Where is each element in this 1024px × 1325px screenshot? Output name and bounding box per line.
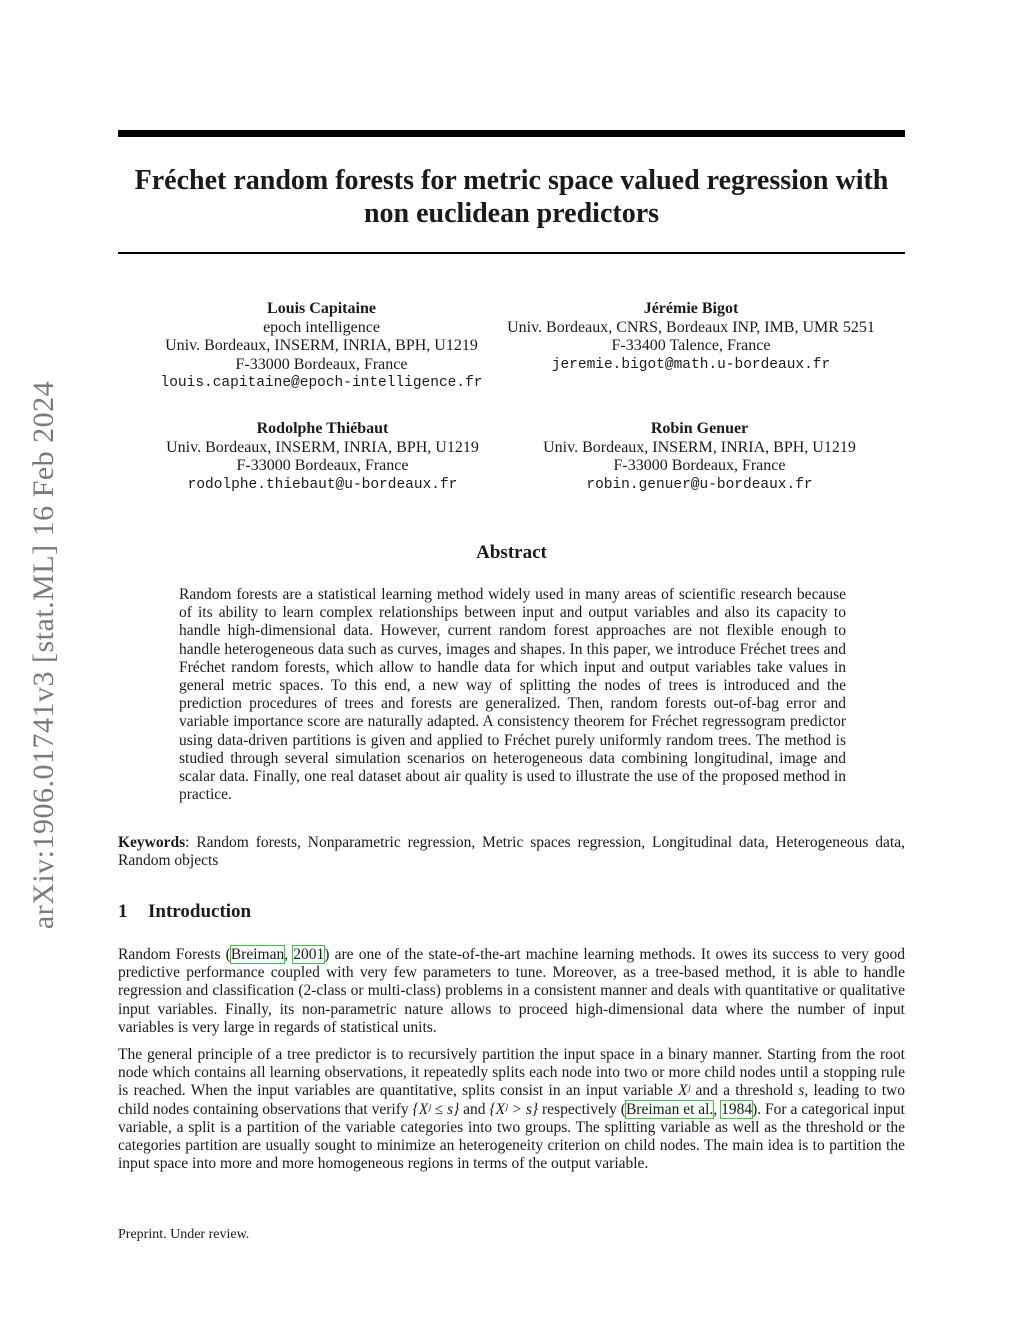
author-address: F-33400 Talence, France [611,337,771,354]
author-email[interactable]: jeremie.bigot@math.u-bordeaux.fr [551,356,831,373]
section-title: Introduction [148,901,252,922]
text-run: , [713,1100,722,1118]
author-affiliation: epoch intelligence [263,318,380,336]
author-block-1 [118,300,525,393]
author-affiliation: Univ. Bordeaux, INSERM, INRIA, BPH, U1219 [543,438,856,456]
math-variable: Xʲ [678,1082,691,1100]
math-variable: s [798,1082,805,1100]
citation-year-link[interactable]: 1984 [721,1100,753,1118]
text-run: ) are one of the state-of-the-art machine learning methods. It owes its success to very good predictive performance coupled with very few parameters to tune. Moreover, as a tree-based method, it is able to handle regression and classification (2-class or multi-class) problems in a consistent manner and deals with quantitative or qualitative input variables. Finally, its non-parametric nature allows to proceed high-dimensional data where the number of input variables is very large in regards of statistical units. [118,946,906,1036]
footer-note: Preprint. Under review. [118,1227,250,1242]
author-affiliation: Univ. Bordeaux, INSERM, INRIA, BPH, U1219 [165,337,478,354]
title-bottom-rule [118,252,905,254]
arxiv-stamp-text: arXiv:1906.01741v3 [stat.ML] 16 Feb 2024 [27,380,60,930]
title-top-rule [118,130,905,137]
author-name: Rodolphe Thiébaut [256,420,389,437]
abstract-text: Random forests are a statistical learning method widely used in many areas of scientific research because of its ability to learn complex relationships between input and output variables and also its capacity to handle high-dimensional data. However, current random forest approaches are not flexible enough to handle heterogeneous data such as curves, images and shapes. In this paper, we introduce Fréchet trees and Fréchet random forests, which allow to handle data for which input and output variables take values in general metric spaces. To this end, a new way of splitting the nodes of trees is introduced and the prediction procedures of trees and forests are generalized. Then, random forests out-of-bag error and variable importance score are naturally adapted. A consistency theorem for Fréchet regressogram predictor using data-driven partitions is given and applied to Fréchet purely uniformly random trees. The method is studied through several simulation scenarios on heterogeneous data combining longitudinal, image and scalar data. Finally, one real dataset about air quality is used to illustrate the use of the proposed method in practice. [179,586,846,804]
abstract-heading: Abstract [476,542,547,563]
citation-link[interactable]: Breiman et al. [625,1100,714,1118]
keywords-label: Keywords [118,834,186,851]
citation-link[interactable]: Breiman [230,946,285,963]
text-run: , [284,946,294,963]
text-run: Random Forests ( [118,946,231,963]
text-run: , leading to two child nodes containing observations that verify [118,1082,905,1118]
author-block-3 [145,420,500,494]
author-email[interactable]: robin.genuer@u-bordeaux.fr [586,476,813,493]
author-address: F-33000 Bordeaux, France [236,457,409,474]
author-address: F-33000 Bordeaux, France [235,355,408,373]
section-heading [118,901,251,923]
paper-title: Fréchet random forests for metric space valued regression with non euclidean predictors [134,165,889,229]
text-run: ). For a categorical input variable, a split is a partition of the variable categories into two groups. The splitting variable as well as the threshold or the categories partition are usually sought to minimize an heterogeneity criterion on child nodes. The main idea is to partition the input space into more and more homogeneous regions in terms of the output variable. [118,1100,905,1173]
text-run: and a threshold [690,1082,799,1100]
citation-year-link[interactable]: 2001 [293,946,325,963]
author-email[interactable]: rodolphe.thiebaut@u-bordeaux.fr [187,476,458,493]
author-affiliation: Univ. Bordeaux, CNRS, Bordeaux INP, IMB, UMR 5251 [507,318,875,336]
text-run: and [459,1100,490,1118]
author-name: Jérémie Bigot [643,300,739,317]
author-name: Robin Genuer [650,420,749,437]
section-number: 1 [118,901,128,922]
text-run: respectively ( [538,1100,626,1118]
author-block-2 [480,300,902,374]
author-affiliation: Univ. Bordeaux, INSERM, INRIA, BPH, U1219 [166,438,479,456]
intro-paragraph-1 [118,946,905,1037]
keywords-text: : Random forests, Nonparametric regression, Metric spaces regression, Longitudinal data, Heterogeneous data, Random objects [118,834,905,870]
arxiv-stamp [20,350,68,960]
author-name: Louis Capitaine [267,300,376,317]
math-expression: {Xʲ ≤ s} [412,1100,460,1118]
author-address: F-33000 Bordeaux, France [613,457,786,474]
keywords [118,834,905,870]
intro-paragraph-2 [118,1046,905,1173]
text-run: The general principle of a tree predictor is to recursively partition the input space in a binary manner. Starting from the root node which contains all learning observations, it repeatedly splits each node into two or more child nodes until a stopping rule is reached. When the input variables are quantitative, splits consist in an input variable [118,1046,905,1100]
author-email[interactable]: louis.capitaine@epoch-intelligence.fr [160,375,483,391]
author-block-4 [522,420,877,494]
math-expression: {Xʲ > s} [489,1100,539,1118]
